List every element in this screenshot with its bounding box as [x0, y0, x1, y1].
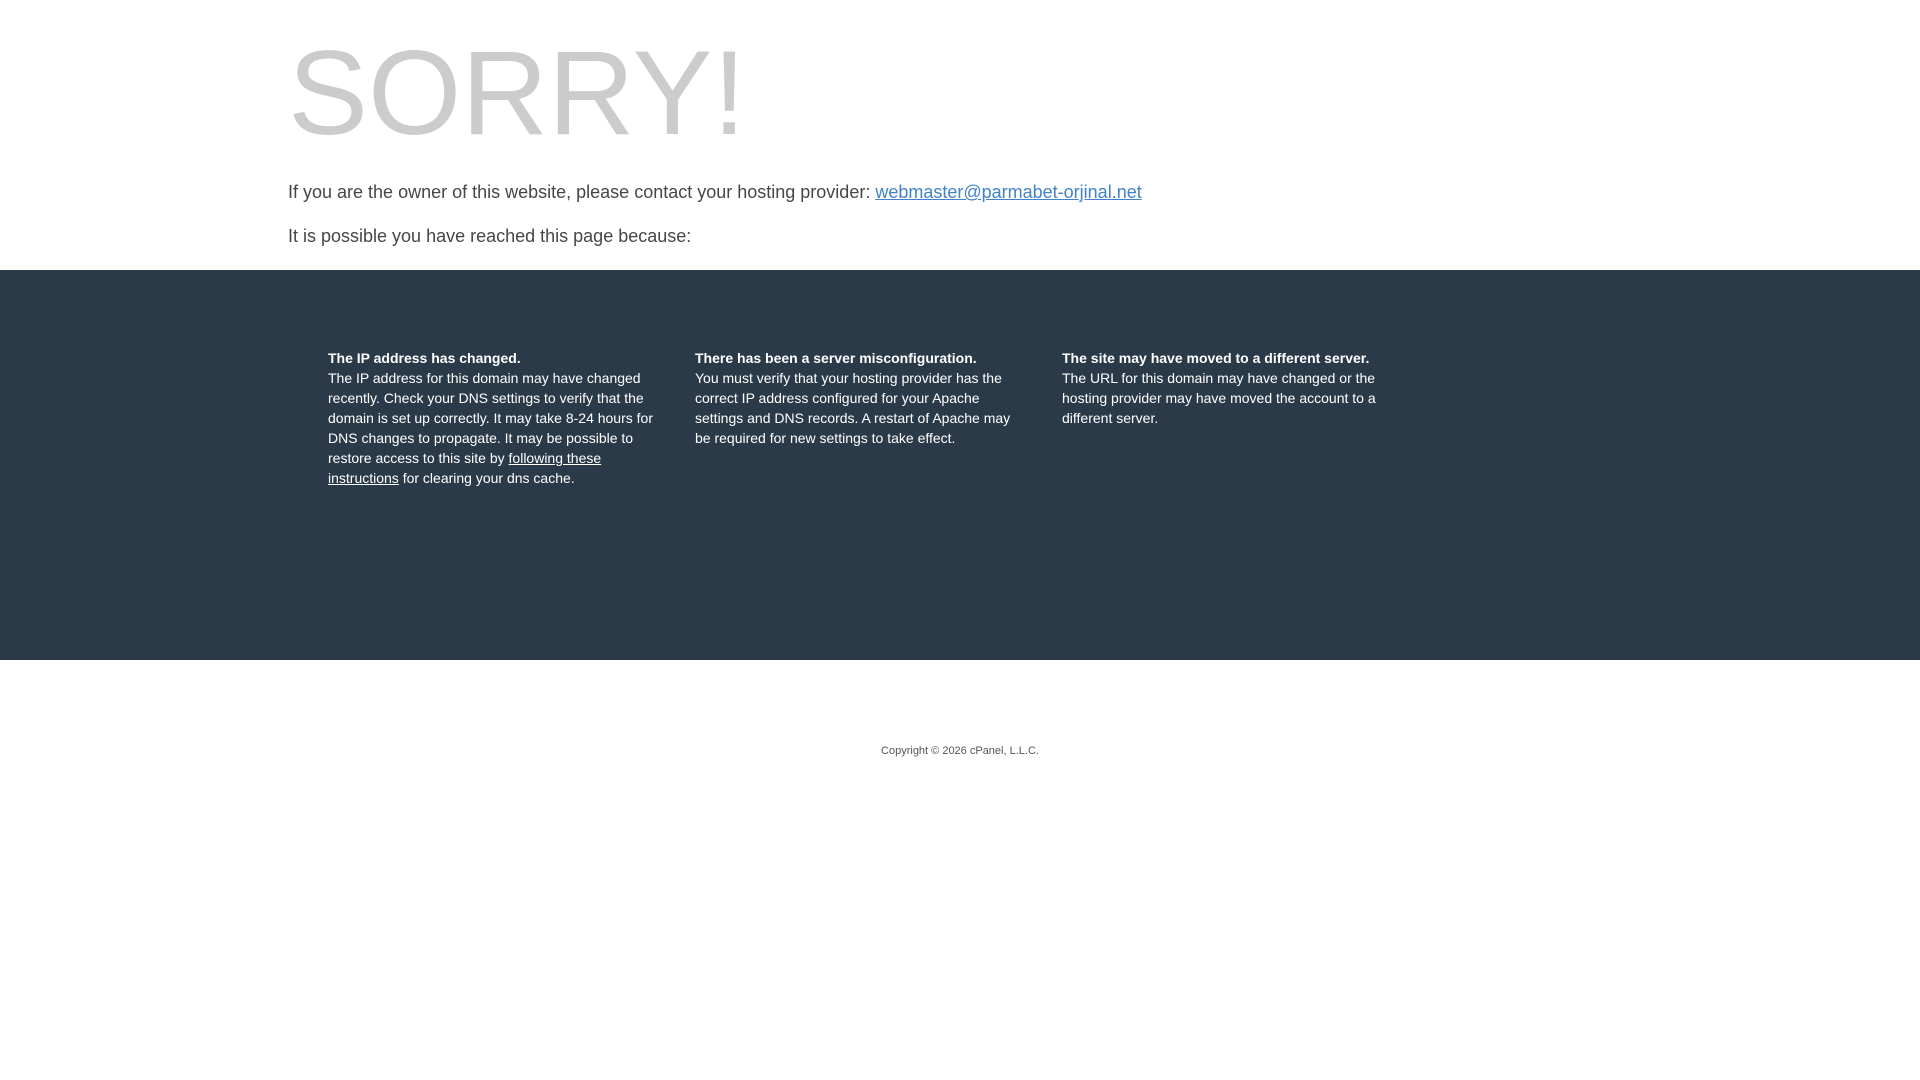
reason-card-moved-server [1062, 348, 1392, 428]
reasons-band [0, 270, 1920, 660]
reason-body-text: The IP address for this domain may have changed recently. Check your DNS settings to verify that the domain is set up correctly. It may take 8-24 hours for DNS changes to propagate. It may be possible to restore access to this site by [328, 370, 653, 466]
reason-body [328, 368, 658, 488]
reason-body: You must verify that your hosting provider has the correct IP address configured for your Apache settings and DNS records. A restart of Apache may be required for new settings to take effect. [695, 370, 1011, 446]
top-section [0, 0, 1920, 270]
footer-copyright: Copyright © 2026 cPanel, L.L.C. [881, 745, 1039, 757]
reasons-intro: It is possible you have reached this page because: [288, 226, 692, 246]
reason-title: The IP address has changed. [328, 350, 521, 366]
page-title: SORRY! [288, 26, 746, 160]
reason-card-ip-changed [328, 348, 658, 488]
dns-instructions-link[interactable]: following these instructions [328, 450, 602, 486]
reason-title: There has been a server misconfiguration. [695, 350, 977, 366]
reason-title: The site may have moved to a different server. [1062, 350, 1370, 366]
webmaster-email-link[interactable]: webmaster@parmabet-orjinal.net [875, 182, 1142, 202]
contact-line [288, 182, 1920, 203]
reason-body-text-after: for clearing your dns cache. [398, 470, 575, 486]
contact-line-text: If you are the owner of this website, please contact your hosting provider: [288, 182, 876, 202]
reason-body: The URL for this domain may have changed or the hosting provider may have moved the account to a different server. [1062, 370, 1376, 426]
reason-card-misconfiguration [695, 348, 1025, 448]
